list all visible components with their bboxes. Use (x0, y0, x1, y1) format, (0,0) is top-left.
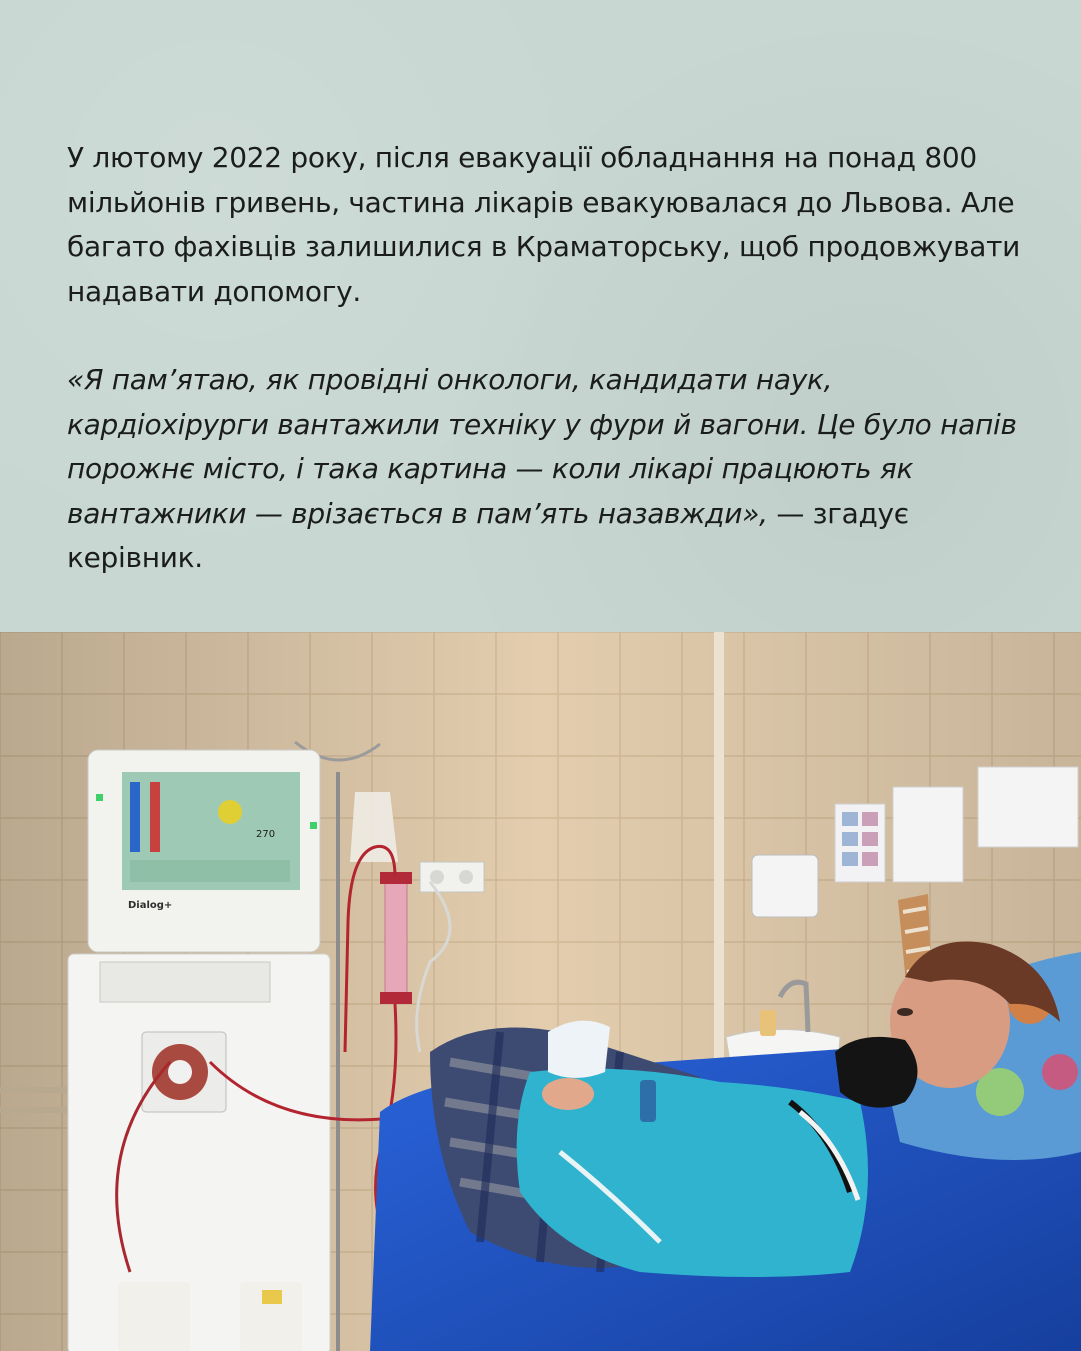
monitor-value: 270 (256, 829, 276, 840)
face-mask (835, 1037, 918, 1108)
dialyzer-filter (385, 877, 407, 997)
wall-poster-middle (893, 787, 963, 882)
hospital-photo (0, 632, 1081, 1351)
wall-poster-right (978, 767, 1078, 847)
director-quote: «Я пам’ятаю, як провідні онкологи, кандидати наук, кардіохірурги вантажили техніку у фури й вагони. Це було напів порожнє місто, і така картина — коли лікарі працюють як вантажники — врізається в пам’ять назавжди», (67, 363, 1017, 530)
machine-brand-label: Dialog+ (128, 900, 173, 911)
paragraph-evacuation: У лютому 2022 року, після евакуації обладнання на понад 800 мільйонів гривень, частина лікарів евакуювалася до Львова. Але багато фахівців залишилися в Краматорську, щоб продовжувати надавати допомогу. (67, 141, 1021, 308)
article-text (67, 136, 1027, 581)
towel-dispenser (752, 855, 818, 917)
quote-paragraph (67, 358, 1027, 581)
power-sockets (420, 862, 484, 892)
quote-attribution: — згадує керівник. (67, 496, 909, 574)
